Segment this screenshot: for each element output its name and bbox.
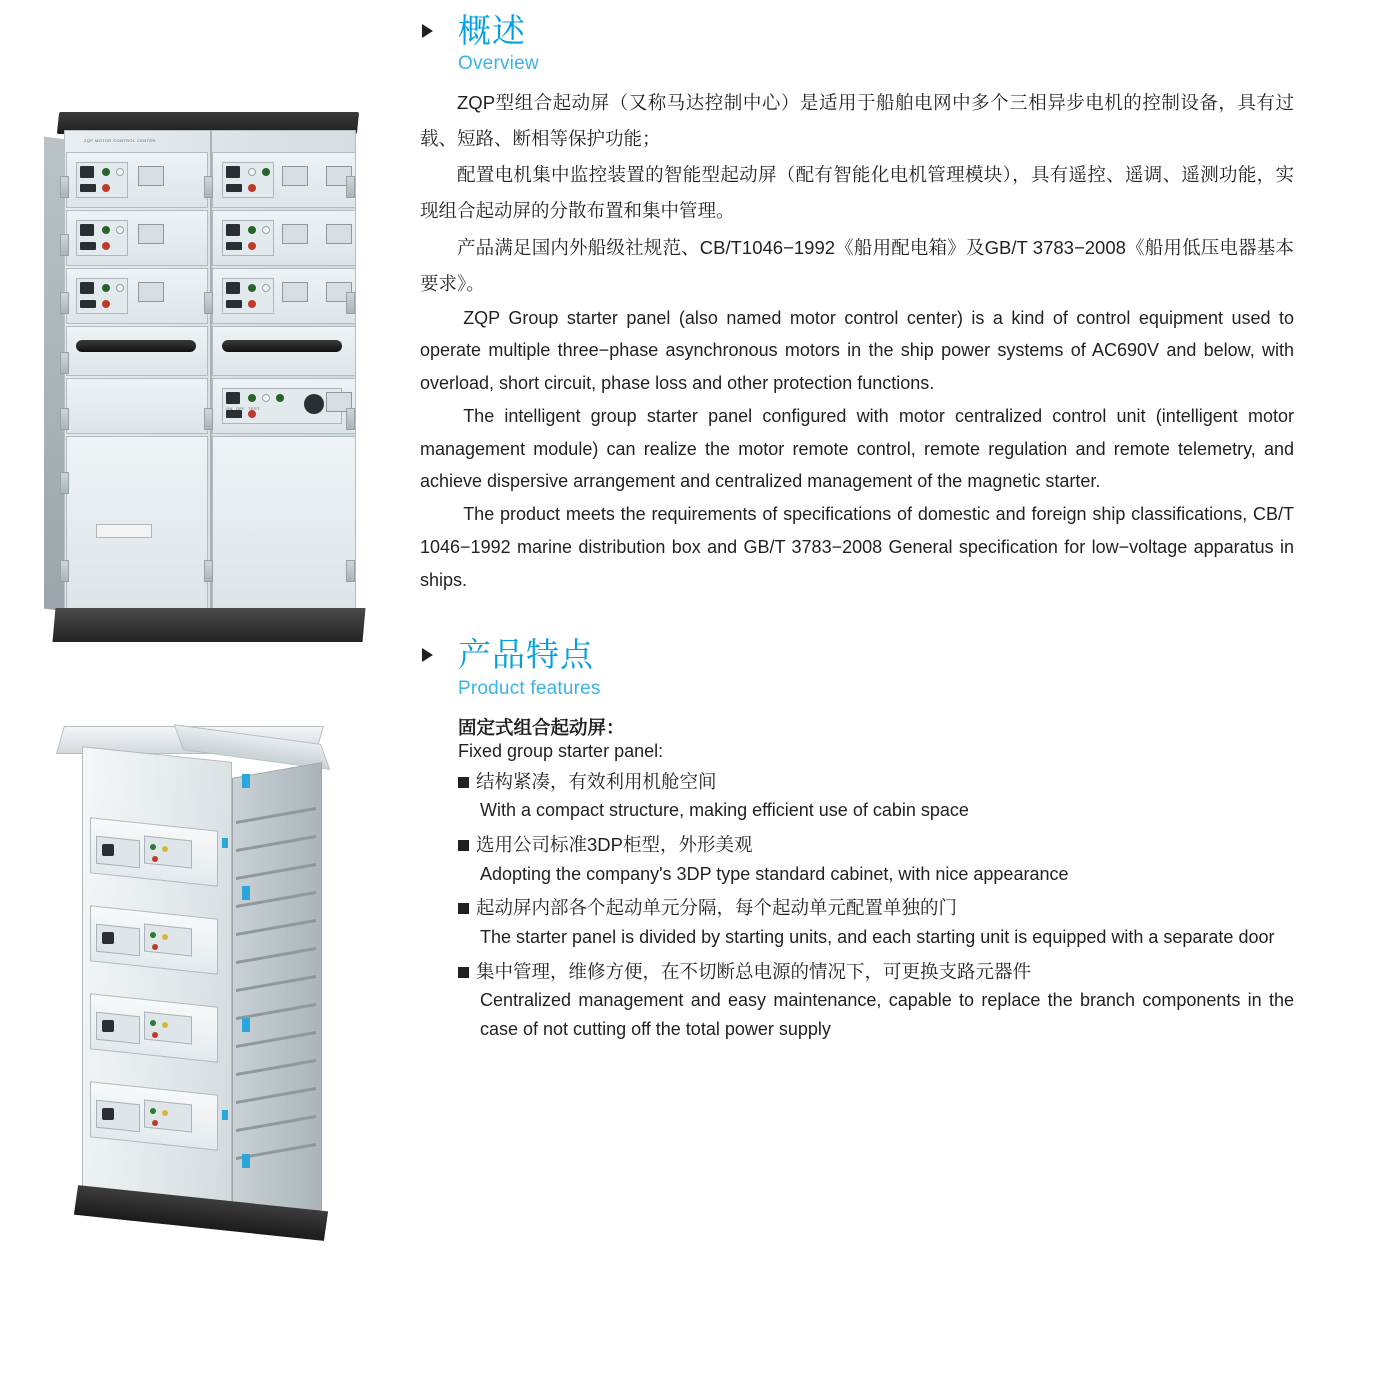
- run-indicator-icon: [150, 844, 156, 850]
- features-heading: [414, 634, 1294, 675]
- selector-switch-icon: [102, 1020, 114, 1032]
- stop-indicator-icon: [262, 226, 270, 234]
- selector-switch-icon: [226, 224, 240, 236]
- starter-unit-door: [212, 436, 356, 610]
- run-indicator-icon: [248, 226, 256, 234]
- triangle-bullet-icon: [422, 24, 433, 38]
- rotary-switch-icon: [304, 394, 324, 414]
- push-button-icon: [226, 242, 242, 250]
- push-button-icon: [226, 410, 242, 418]
- push-button-icon: [80, 242, 96, 250]
- door-hinge: [204, 292, 213, 314]
- door-hinge: [204, 560, 213, 582]
- selector-switch-icon: [80, 166, 94, 178]
- feature-text-en: Centralized management and easy maintenance, capable to replace the branch components in the case of not cutting off the total power supply: [480, 990, 1294, 1040]
- door-hinge: [346, 292, 355, 314]
- run-indicator-icon: [150, 932, 156, 938]
- fault-indicator-icon: [102, 184, 110, 192]
- fault-indicator-icon: [248, 184, 256, 192]
- indicator-group: [144, 1099, 192, 1132]
- fault-indicator-icon: [102, 300, 110, 308]
- indicator-group: [144, 923, 192, 956]
- rating-nameplate: [96, 524, 152, 538]
- overview-heading: [414, 10, 1294, 51]
- door-hinge: [346, 560, 355, 582]
- selector-switch-icon: [80, 224, 94, 236]
- latch-clip: [242, 1154, 250, 1168]
- selector-switch-icon: [226, 166, 240, 178]
- overview-paragraph-cn: 产品满足国内外船级社规范、CB/T1046−1992《船用配电箱》及GB/T 3783−2008《船用低压电器基本要求》。: [420, 236, 1294, 294]
- fault-indicator-icon: [152, 944, 158, 950]
- fault-indicator-icon: [152, 1120, 158, 1126]
- warn-indicator-icon: [162, 1022, 168, 1028]
- door-hinge: [60, 408, 69, 430]
- push-button-icon: [226, 184, 242, 192]
- fault-indicator-icon: [152, 856, 158, 862]
- door-hinge: [60, 292, 69, 314]
- overview-paragraph-cn: ZQP型组合起动屏（又称马达控制中心）是适用于船舶电网中多个三相异步电机的控制设备，具有过载、短路、断相等保护功能；: [420, 92, 1294, 150]
- feature-item: [414, 830, 1294, 888]
- door-hinge: [346, 176, 355, 198]
- door-hinge: [204, 408, 213, 430]
- ammeter-icon: [282, 282, 308, 302]
- selector-switch-icon: [102, 932, 114, 944]
- selector-switch-icon: [226, 282, 240, 294]
- overview-paragraph-en: The intelligent group starter panel configured with motor centralized control unit (intelligent motor management module) can realize the motor remote control, remote regulation and remote telemetry, and achieve dispersive arrangement and centralized management of the magnetic starter.: [420, 405, 1294, 492]
- feature-text-cn: 集中管理，维修方便，在不切断总电源的情况下，可更换支路元器件: [476, 960, 1032, 982]
- cabinet-brand-text: ZQP MOTOR CONTROL CENTER: [84, 138, 156, 143]
- overview-paragraph-en: ZQP Group starter panel (also named motor control center) is a kind of control equipment used to operate multiple three−phase asynchronous motors in the ship power systems of AC690V and below, with overload, short circuit, phase loss and other protection functions.: [420, 307, 1294, 394]
- features-title-cn: 产品特点: [458, 636, 594, 674]
- run-indicator-icon: [102, 168, 110, 176]
- door-handle: [76, 340, 196, 352]
- square-bullet-icon: [458, 967, 469, 978]
- feature-text-cn: 选用公司标准3DP柜型，外形美观: [476, 834, 753, 856]
- door-hinge: [60, 234, 69, 256]
- feature-text-cn: 起动屏内部各个起动单元分隔，每个起动单元配置单独的门: [476, 897, 958, 919]
- run-indicator-icon: [276, 394, 284, 402]
- selector-switch-icon: [102, 1108, 114, 1120]
- push-button-icon: [80, 300, 96, 308]
- feature-text-en: The starter panel is divided by starting units, and each starting unit is equipped with a separate door: [480, 927, 1275, 947]
- warn-indicator-icon: [162, 1110, 168, 1116]
- features-subhead-en: Fixed group starter panel:: [458, 740, 664, 761]
- feature-text-en: With a compact structure, making efficient use of cabin space: [480, 800, 969, 821]
- feature-item: [414, 893, 1294, 951]
- run-indicator-icon: [262, 168, 270, 176]
- features-title-en: Product features: [458, 677, 601, 699]
- feature-text-cn: 结构紧凑，有效利用机舱空间: [476, 770, 717, 792]
- overview-paragraph-en: The product meets the requirements of specifications of domestic and foreign ship classifications, CB/T 1046−1992 marine distribution box and GB/T 3783−2008 General specification for low−voltage apparatus in ships.: [420, 504, 1294, 590]
- product-photo-angled: [46, 718, 376, 1263]
- overview-title-en: Overview: [458, 53, 539, 75]
- stop-indicator-icon: [262, 394, 270, 402]
- cabinet-left-side: [44, 137, 66, 612]
- feature-item: [414, 767, 1294, 825]
- stop-indicator-icon: [262, 284, 270, 292]
- ammeter-icon: [138, 282, 164, 302]
- run-indicator-icon: [102, 284, 110, 292]
- section-product-features: [414, 634, 1294, 1044]
- starter-unit-door: [66, 378, 208, 434]
- warn-indicator-icon: [162, 846, 168, 852]
- starter-unit-door: [66, 436, 208, 610]
- door-hinge: [60, 560, 69, 582]
- ammeter-icon: [138, 224, 164, 244]
- control-face-legend: ON OFF TEST: [226, 406, 260, 411]
- fault-indicator-icon: [102, 242, 110, 250]
- triangle-bullet-icon: [422, 648, 433, 662]
- warn-indicator-icon: [162, 934, 168, 940]
- door-hinge: [60, 472, 69, 494]
- door-hinge: [60, 176, 69, 198]
- stop-indicator-icon: [116, 168, 124, 176]
- latch-clip: [242, 774, 250, 788]
- door-hinge: [60, 352, 69, 374]
- indicator-group: [144, 835, 192, 868]
- latch-clip: [242, 1018, 250, 1032]
- square-bullet-icon: [458, 777, 469, 788]
- run-indicator-icon: [248, 284, 256, 292]
- square-bullet-icon: [458, 840, 469, 851]
- selector-switch-icon: [226, 392, 240, 404]
- latch-clip: [242, 886, 250, 900]
- door-handle: [222, 340, 342, 352]
- latch-clip: [222, 838, 228, 848]
- overview-paragraph-cn: 配置电机集中监控装置的智能型起动屏（配有智能化电机管理模块），具有遥控、遥调、遥测功能，实现组合起动屏的分散布置和集中管理。: [420, 164, 1294, 222]
- product-photo-front: [36, 108, 376, 648]
- door-hinge: [346, 408, 355, 430]
- fault-indicator-icon: [152, 1032, 158, 1038]
- run-indicator-icon: [102, 226, 110, 234]
- door-hinge: [204, 176, 213, 198]
- indicator-group: [144, 1011, 192, 1044]
- push-button-icon: [226, 300, 242, 308]
- ammeter-icon: [282, 224, 308, 244]
- stop-indicator-icon: [116, 226, 124, 234]
- square-bullet-icon: [458, 903, 469, 914]
- feature-text-en: Adopting the company's 3DP type standard cabinet, with nice appearance: [480, 863, 1069, 884]
- features-subhead-cn: 固定式组合起动屏：: [458, 716, 625, 738]
- run-indicator-icon: [150, 1020, 156, 1026]
- fault-indicator-icon: [248, 242, 256, 250]
- section-overview: [414, 10, 1294, 596]
- stop-indicator-icon: [248, 168, 256, 176]
- ammeter-icon: [282, 166, 308, 186]
- latch-clip: [222, 1110, 228, 1120]
- cabinet-base-plinth: [53, 608, 366, 642]
- run-indicator-icon: [150, 1108, 156, 1114]
- run-indicator-icon: [248, 394, 256, 402]
- overview-title-cn: 概述: [458, 12, 526, 49]
- stop-indicator-icon: [116, 284, 124, 292]
- ammeter-icon: [326, 224, 352, 244]
- fault-indicator-icon: [248, 410, 256, 418]
- image-column: [0, 0, 400, 1379]
- selector-switch-icon: [102, 844, 114, 856]
- push-button-icon: [80, 184, 96, 192]
- selector-switch-icon: [80, 282, 94, 294]
- content-column: [414, 0, 1294, 1044]
- ammeter-icon: [138, 166, 164, 186]
- fault-indicator-icon: [248, 300, 256, 308]
- feature-item: [414, 957, 1294, 1044]
